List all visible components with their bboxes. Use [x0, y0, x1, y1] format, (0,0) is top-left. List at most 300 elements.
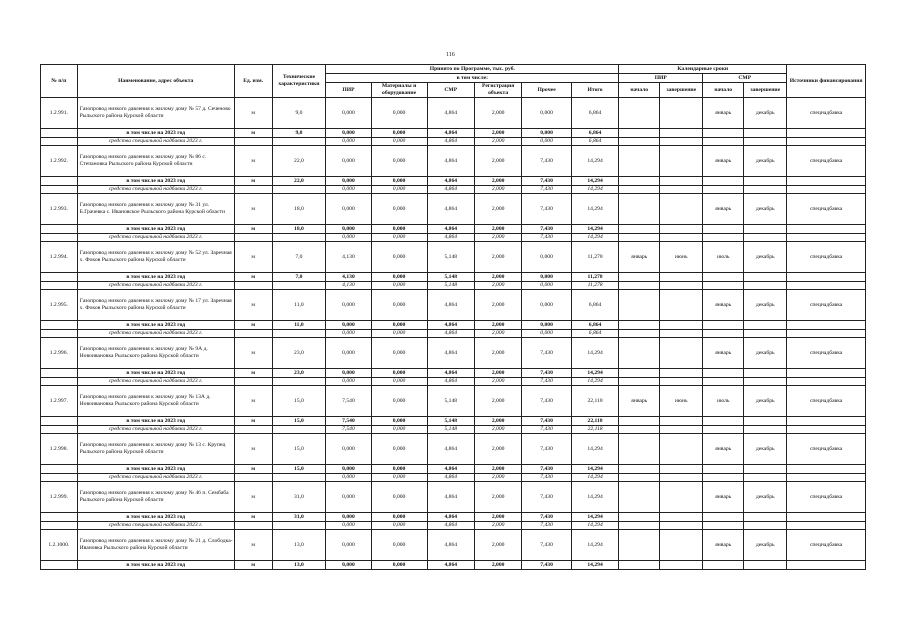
empty-cell [660, 273, 703, 282]
smr-cell: 4,864 [427, 194, 474, 225]
row-number [41, 474, 78, 482]
header-num: № п/п [41, 65, 78, 98]
empty-cell [744, 282, 787, 290]
unit-cell: м [234, 146, 272, 177]
empty-cell [660, 129, 703, 138]
tech-cell: 9,0 [272, 98, 326, 129]
object-name: Газопровод низкого давления к жилому дому № 9А д. Новоивановка Рыльского района Курской области [77, 338, 234, 369]
materials-cell: 0,000 [371, 98, 427, 129]
tech-cell [272, 426, 326, 434]
pir-end-cell [660, 146, 703, 177]
year-subtotal-row [41, 177, 866, 186]
other-cell: 7,430 [522, 434, 572, 465]
source-label: средства специальной надбавки 2023 г. [77, 426, 234, 434]
registration-cell: 2,000 [474, 98, 521, 129]
row-number [41, 273, 78, 282]
empty-cell [787, 138, 866, 146]
materials-cell: 0,000 [371, 386, 427, 417]
empty-cell [660, 513, 703, 522]
tech-cell: 15,0 [272, 386, 326, 417]
registration-cell: 2,000 [474, 386, 521, 417]
smr-cell: 4,864 [427, 530, 474, 561]
pir-cell: 0,000 [326, 482, 371, 513]
tech-cell [272, 186, 326, 194]
empty-cell [787, 417, 866, 426]
other-cell: 0,000 [522, 129, 572, 138]
empty-cell [744, 561, 787, 570]
empty-cell [744, 177, 787, 186]
unit-cell: м [234, 561, 272, 570]
empty-cell [619, 465, 660, 474]
total-cell: 6,864 [571, 290, 618, 321]
header-funding: Источники финансирования [787, 65, 866, 98]
smr-end-cell: декабрь [744, 290, 787, 321]
object-name: Газопровод низкого давления к жилому дому № 57 д. Сеченово Рыльского района Курской области [77, 98, 234, 129]
empty-cell [703, 369, 744, 378]
row-number [41, 561, 78, 570]
empty-cell [660, 225, 703, 234]
pir-end-cell [660, 530, 703, 561]
row-number [41, 378, 78, 386]
empty-cell [660, 177, 703, 186]
materials-cell: 0,000 [371, 290, 427, 321]
unit-cell [234, 186, 272, 194]
smr-end-cell: декабрь [744, 482, 787, 513]
registration-cell: 2,000 [474, 482, 521, 513]
header-cal-pir: ПИР [619, 74, 703, 83]
row-number [41, 177, 78, 186]
empty-cell [660, 561, 703, 570]
row-number [41, 138, 78, 146]
empty-cell [744, 417, 787, 426]
empty-cell [660, 378, 703, 386]
registration-cell: 2,000 [474, 434, 521, 465]
registration-cell: 2,000 [474, 561, 521, 570]
unit-cell: м [234, 194, 272, 225]
year-subtotal-row [41, 225, 866, 234]
empty-cell [744, 426, 787, 434]
empty-cell [660, 234, 703, 242]
unit-cell [234, 378, 272, 386]
other-cell: 7,430 [522, 474, 572, 482]
empty-cell [703, 273, 744, 282]
year-subtotal-row [41, 369, 866, 378]
header-unit: Ед. изм. [234, 65, 272, 98]
year-subtotal-row [41, 561, 866, 570]
header-smr: СМР [427, 83, 474, 98]
empty-cell [703, 513, 744, 522]
empty-cell [619, 474, 660, 482]
smr-start-cell: январь [703, 530, 744, 561]
empty-cell [703, 426, 744, 434]
row-number: 1.2.996. [41, 338, 78, 369]
unit-cell [234, 426, 272, 434]
empty-cell [787, 561, 866, 570]
empty-cell [619, 369, 660, 378]
object-name: Газопровод низкого давления к жилому дому № 52 ул. Заречная х. Фоков Рыльского района Курской области [77, 242, 234, 273]
unit-cell: м [234, 129, 272, 138]
unit-cell: м [234, 482, 272, 513]
unit-cell: м [234, 98, 272, 129]
source-row [41, 474, 866, 482]
object-row [41, 98, 866, 129]
empty-cell [787, 321, 866, 330]
materials-cell: 0,000 [371, 369, 427, 378]
smr-end-cell: декабрь [744, 242, 787, 273]
smr-cell: 4,864 [427, 434, 474, 465]
source-row [41, 138, 866, 146]
materials-cell: 0,000 [371, 426, 427, 434]
row-number [41, 186, 78, 194]
row-number: 1.2.992. [41, 146, 78, 177]
total-cell: 14,294 [571, 177, 618, 186]
funding-cell: спецнадбавка [787, 434, 866, 465]
program-table [40, 64, 866, 570]
smr-start-cell: июль [703, 242, 744, 273]
header-other: Прочее [522, 83, 572, 98]
object-name: Газопровод низкого давления к жилому дому № 86 с. Степановка Рыльского района Курской области [77, 146, 234, 177]
pir-end-cell: июнь [660, 242, 703, 273]
empty-cell [787, 330, 866, 338]
pir-start-cell [619, 290, 660, 321]
row-number: 1.2.993. [41, 194, 78, 225]
empty-cell [703, 474, 744, 482]
empty-cell [703, 330, 744, 338]
empty-cell [703, 129, 744, 138]
subtotal-label: в том числе на 2023 год [77, 465, 234, 474]
smr-cell: 4,864 [427, 465, 474, 474]
total-cell: 22,118 [571, 426, 618, 434]
smr-cell: 4,864 [427, 378, 474, 386]
empty-cell [787, 426, 866, 434]
pir-end-cell [660, 98, 703, 129]
row-number: 1.2.998. [41, 434, 78, 465]
header-name: Наименование, адрес объекта [77, 65, 234, 98]
empty-cell [744, 465, 787, 474]
object-row [41, 338, 866, 369]
unit-cell: м [234, 273, 272, 282]
subtotal-label: в том числе на 2023 год [77, 513, 234, 522]
smr-start-cell: январь [703, 482, 744, 513]
unit-cell: м [234, 290, 272, 321]
smr-end-cell: декабрь [744, 434, 787, 465]
object-row [41, 482, 866, 513]
smr-cell: 4,864 [427, 321, 474, 330]
funding-cell: спецнадбавка [787, 242, 866, 273]
other-cell: 7,430 [522, 426, 572, 434]
smr-cell: 4,864 [427, 98, 474, 129]
unit-cell [234, 522, 272, 530]
empty-cell [660, 186, 703, 194]
smr-cell: 4,864 [427, 338, 474, 369]
registration-cell: 2,000 [474, 338, 521, 369]
empty-cell [703, 282, 744, 290]
empty-cell [619, 186, 660, 194]
pir-cell: 4,130 [326, 273, 371, 282]
materials-cell: 0,000 [371, 138, 427, 146]
total-cell: 14,294 [571, 513, 618, 522]
unit-cell: м [234, 513, 272, 522]
row-number [41, 282, 78, 290]
tech-cell: 22,0 [272, 177, 326, 186]
year-subtotal-row [41, 465, 866, 474]
object-name: Газопровод низкого давления к жилому дому № 31 ул. Б.Грачевка с. Ивановское Рыльского района Курской области [77, 194, 234, 225]
subtotal-label: в том числе на 2023 год [77, 417, 234, 426]
smr-cell: 5,148 [427, 417, 474, 426]
object-row [41, 386, 866, 417]
subtotal-label: в том числе на 2023 год [77, 177, 234, 186]
other-cell: 0,000 [522, 321, 572, 330]
smr-cell: 4,864 [427, 513, 474, 522]
empty-cell [703, 177, 744, 186]
pir-cell: 0,000 [326, 194, 371, 225]
empty-cell [703, 321, 744, 330]
unit-cell: м [234, 369, 272, 378]
materials-cell: 0,000 [371, 321, 427, 330]
pir-cell: 0,000 [326, 129, 371, 138]
total-cell: 22,118 [571, 386, 618, 417]
object-name: Газопровод низкого давления к жилому дому № 17 ул. Заречная х. Фоков Рыльского района Курской области [77, 290, 234, 321]
tech-cell: 7,0 [272, 242, 326, 273]
other-cell: 7,430 [522, 386, 572, 417]
pir-cell: 0,000 [326, 369, 371, 378]
materials-cell: 0,000 [371, 177, 427, 186]
materials-cell: 0,000 [371, 417, 427, 426]
pir-end-cell: июнь [660, 386, 703, 417]
empty-cell [619, 417, 660, 426]
empty-cell [619, 273, 660, 282]
header-cal-smr: СМР [703, 74, 787, 83]
empty-cell [744, 138, 787, 146]
empty-cell [744, 321, 787, 330]
header-smr-start: начало [703, 83, 744, 98]
smr-cell: 5,148 [427, 426, 474, 434]
smr-start-cell: январь [703, 338, 744, 369]
year-subtotal-row [41, 273, 866, 282]
row-number [41, 321, 78, 330]
total-cell: 11,278 [571, 273, 618, 282]
empty-cell [619, 561, 660, 570]
registration-cell: 2,000 [474, 194, 521, 225]
registration-cell: 2,000 [474, 369, 521, 378]
row-number [41, 330, 78, 338]
pir-cell: 0,000 [326, 330, 371, 338]
year-subtotal-row [41, 129, 866, 138]
total-cell: 14,294 [571, 225, 618, 234]
materials-cell: 0,000 [371, 282, 427, 290]
registration-cell: 2,000 [474, 186, 521, 194]
pir-start-cell [619, 194, 660, 225]
row-number [41, 522, 78, 530]
unit-cell: м [234, 386, 272, 417]
total-cell: 14,294 [571, 465, 618, 474]
source-label: средства специальной надбавки 2023 г. [77, 282, 234, 290]
smr-cell: 4,864 [427, 129, 474, 138]
empty-cell [703, 561, 744, 570]
registration-cell: 2,000 [474, 530, 521, 561]
object-row [41, 290, 866, 321]
registration-cell: 2,000 [474, 146, 521, 177]
materials-cell: 0,000 [371, 129, 427, 138]
total-cell: 14,294 [571, 522, 618, 530]
pir-cell: 0,000 [326, 290, 371, 321]
other-cell: 7,430 [522, 482, 572, 513]
registration-cell: 2,000 [474, 234, 521, 242]
row-number [41, 417, 78, 426]
smr-end-cell: декабрь [744, 530, 787, 561]
row-number [41, 369, 78, 378]
funding-cell: спецнадбавка [787, 386, 866, 417]
table-body [41, 98, 866, 570]
pir-cell: 7,540 [326, 426, 371, 434]
empty-cell [619, 426, 660, 434]
other-cell: 7,430 [522, 561, 572, 570]
empty-cell [744, 186, 787, 194]
subtotal-label: в том числе на 2023 год [77, 129, 234, 138]
total-cell: 6,864 [571, 129, 618, 138]
pir-end-cell [660, 434, 703, 465]
total-cell: 14,294 [571, 378, 618, 386]
materials-cell: 0,000 [371, 234, 427, 242]
object-row [41, 434, 866, 465]
pir-cell: 0,000 [326, 474, 371, 482]
total-cell: 6,864 [571, 321, 618, 330]
total-cell: 14,294 [571, 146, 618, 177]
other-cell: 0,000 [522, 282, 572, 290]
other-cell: 7,430 [522, 417, 572, 426]
unit-cell [234, 234, 272, 242]
total-cell: 14,294 [571, 561, 618, 570]
pir-start-cell [619, 434, 660, 465]
pir-cell: 0,000 [326, 225, 371, 234]
subtotal-label: в том числе на 2023 год [77, 561, 234, 570]
tech-cell: 13,0 [272, 530, 326, 561]
materials-cell: 0,000 [371, 530, 427, 561]
smr-cell: 4,864 [427, 330, 474, 338]
smr-start-cell: январь [703, 98, 744, 129]
other-cell: 7,430 [522, 465, 572, 474]
pir-cell: 0,000 [326, 530, 371, 561]
materials-cell: 0,000 [371, 561, 427, 570]
tech-cell: 11,0 [272, 321, 326, 330]
tech-cell [272, 138, 326, 146]
source-label: средства специальной надбавки 2023 г. [77, 522, 234, 530]
pir-cell: 7,540 [326, 386, 371, 417]
empty-cell [744, 513, 787, 522]
row-number [41, 426, 78, 434]
unit-cell [234, 474, 272, 482]
registration-cell: 2,000 [474, 465, 521, 474]
source-label: средства специальной надбавки 2023 г. [77, 234, 234, 242]
pir-end-cell [660, 194, 703, 225]
funding-cell: спецнадбавка [787, 338, 866, 369]
smr-cell: 5,148 [427, 273, 474, 282]
funding-cell: спецнадбавка [787, 530, 866, 561]
other-cell: 7,430 [522, 522, 572, 530]
registration-cell: 2,000 [474, 417, 521, 426]
materials-cell: 0,000 [371, 522, 427, 530]
materials-cell: 0,000 [371, 225, 427, 234]
empty-cell [619, 177, 660, 186]
empty-cell [744, 522, 787, 530]
materials-cell: 0,000 [371, 474, 427, 482]
registration-cell: 2,000 [474, 330, 521, 338]
empty-cell [619, 321, 660, 330]
empty-cell [660, 474, 703, 482]
tech-cell [272, 330, 326, 338]
row-number: 1.2.999. [41, 482, 78, 513]
empty-cell [703, 138, 744, 146]
materials-cell: 0,000 [371, 273, 427, 282]
materials-cell: 0,000 [371, 378, 427, 386]
tech-cell: 18,0 [272, 194, 326, 225]
smr-cell: 5,148 [427, 386, 474, 417]
tech-cell: 7,0 [272, 273, 326, 282]
source-row [41, 522, 866, 530]
tech-cell [272, 234, 326, 242]
pir-cell: 0,000 [326, 234, 371, 242]
pir-cell: 0,000 [326, 186, 371, 194]
unit-cell: м [234, 338, 272, 369]
registration-cell: 2,000 [474, 129, 521, 138]
row-number [41, 513, 78, 522]
other-cell: 0,000 [522, 242, 572, 273]
registration-cell: 2,000 [474, 513, 521, 522]
funding-cell: спецнадбавка [787, 290, 866, 321]
subtotal-label: в том числе на 2023 год [77, 273, 234, 282]
other-cell: 7,430 [522, 378, 572, 386]
registration-cell: 2,000 [474, 242, 521, 273]
registration-cell: 2,000 [474, 290, 521, 321]
other-cell: 7,430 [522, 369, 572, 378]
other-cell: 7,430 [522, 513, 572, 522]
object-name: Газопровод низкого давления к жилому дому № 13 с. Крупец Рыльского района Курской области [77, 434, 234, 465]
source-label: средства специальной надбавки 2023 г. [77, 138, 234, 146]
materials-cell: 0,000 [371, 513, 427, 522]
total-cell: 14,294 [571, 434, 618, 465]
registration-cell: 2,000 [474, 138, 521, 146]
empty-cell [619, 378, 660, 386]
other-cell: 7,430 [522, 146, 572, 177]
empty-cell [787, 186, 866, 194]
empty-cell [660, 138, 703, 146]
subtotal-label: в том числе на 2023 год [77, 225, 234, 234]
smr-end-cell: декабрь [744, 194, 787, 225]
pir-cell: 4,130 [326, 242, 371, 273]
smr-end-cell: декабрь [744, 338, 787, 369]
row-number: 1.2.994. [41, 242, 78, 273]
smr-cell: 4,864 [427, 290, 474, 321]
empty-cell [787, 369, 866, 378]
empty-cell [660, 330, 703, 338]
other-cell: 0,000 [522, 98, 572, 129]
header-including: в том числе: [326, 74, 619, 83]
pir-start-cell: январь [619, 386, 660, 417]
other-cell: 7,430 [522, 234, 572, 242]
pir-end-cell [660, 338, 703, 369]
total-cell: 14,294 [571, 194, 618, 225]
other-cell: 0,000 [522, 330, 572, 338]
smr-start-cell: июль [703, 386, 744, 417]
smr-end-cell: декабрь [744, 98, 787, 129]
smr-cell: 4,864 [427, 186, 474, 194]
pir-cell: 0,000 [326, 98, 371, 129]
unit-cell: м [234, 225, 272, 234]
empty-cell [703, 234, 744, 242]
materials-cell: 0,000 [371, 482, 427, 513]
unit-cell [234, 138, 272, 146]
materials-cell: 0,000 [371, 465, 427, 474]
